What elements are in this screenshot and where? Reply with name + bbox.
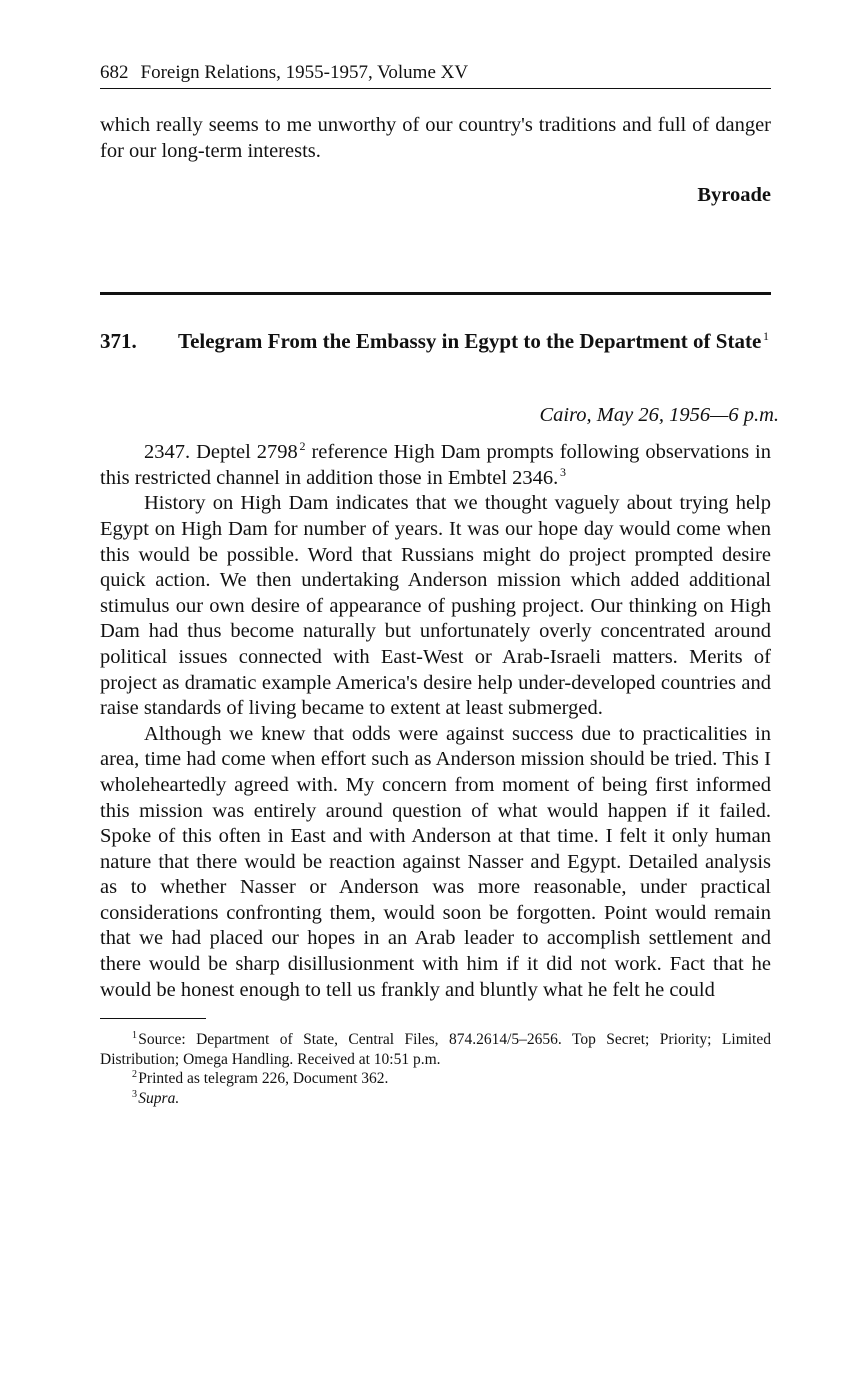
footnote-3-text: Supra. (138, 1089, 180, 1107)
telegram-body (100, 440, 771, 1003)
document-heading (100, 329, 771, 354)
document-title-text: Telegram From the Embassy in Egypt to the Department of State (178, 329, 762, 354)
footnote-2-marker: 2 (132, 1069, 137, 1081)
footnote-1-marker: 1 (132, 1030, 137, 1042)
footnote-ref-3: 3 (560, 464, 567, 479)
volume-title: Foreign Relations, 1955-1957, Volume XV (140, 62, 469, 83)
page-number: 682 (100, 62, 129, 83)
paragraph-1 (100, 440, 771, 491)
paragraph-3: Although we knew that odds were against success due to practicalities in area, time had come when effort such as Anderson mission should be tried. This I wholeheartedly agreed with. My concern from moment of being first informed this mission was entirely around question of what would happen if it failed. Spoke of this often in East and with Anderson at that time. I felt it only human nature that there would be reaction against Nasser and Egypt. Detailed analysis as to whether Nasser or Anderson was more reasonable, under practical considerations confronting them, would soon be forgotten. Point would remain that we had placed our hopes in an Arab leader to accomplish settlement and there would be sharp disillusionment with him if it did not work. Fact that he would be honest enough to tell us frankly and bluntly what he felt he could (100, 722, 771, 1001)
running-header (100, 60, 771, 89)
footnotes (100, 1030, 771, 1108)
dateline: Cairo, May 26, 1956—6 p.m. (539, 404, 779, 427)
document-number: 371. (100, 329, 137, 354)
footnote-3-marker: 3 (132, 1088, 137, 1100)
document-title (178, 329, 771, 354)
footnote-divider (100, 1018, 206, 1019)
paragraph-1-text-a: 2347. Deptel 2798 (144, 441, 298, 464)
footnote-3 (100, 1089, 771, 1109)
footnote-1-text: Source: Department of State, Central Files, 874.2614/5–2656. Top Secret; Priority; Limited Distribution; Omega Handling. Received at 10:51 p.m. (100, 1031, 771, 1068)
document-page (100, 60, 779, 1108)
signature: Byroade (697, 184, 771, 207)
footnote-1 (100, 1030, 771, 1069)
continuation-paragraph: which really seems to me unworthy of our country's traditions and full of danger for our long-term interests. (100, 114, 771, 162)
footnote-2-text: Printed as telegram 226, Document 362. (138, 1070, 389, 1088)
paragraph-2: History on High Dam indicates that we thought vaguely about trying help Egypt on High Dam for number of years. It was our hope day would come when this would be possible. Word that Russians might do project prompted desire quick action. We then undertaking Anderson mission which added additional stimulus our own desire of appearance of pushing project. Our thinking on High Dam had thus become naturally but unfortunately overly concentrated around political issues connected with East-West or Arab-Israeli matters. Merits of project as dramatic example America's desire help under-developed countries and raise standards of living became to extent at least submerged. (100, 492, 771, 720)
footnote-2 (100, 1069, 771, 1089)
paragraph-1-text-b: reference High Dam prompts following observations in this restricted channel in addition those in Embtel 2346. (100, 441, 771, 489)
footnote-ref-2: 2 (299, 439, 306, 454)
document-divider (100, 292, 771, 295)
footnote-ref-1: 1 (763, 329, 770, 344)
